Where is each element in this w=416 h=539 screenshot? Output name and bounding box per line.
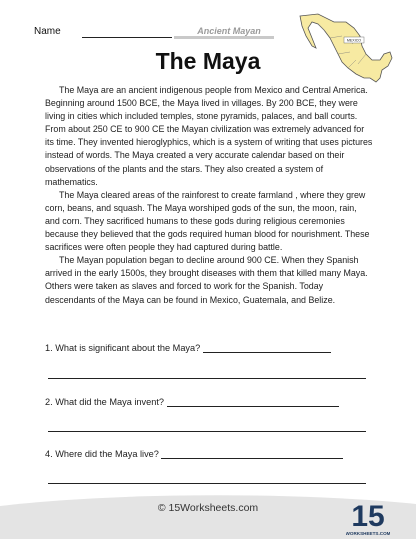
- subject-label: Ancient Mayan: [197, 26, 261, 36]
- name-label: Name: [34, 26, 61, 37]
- paragraph-1: The Maya are an ancient indigenous people from Mexico and Central America. Beginning around 1500 BCE, the Maya lived in villages. By 200 BCE, they were living in cities which included temples, stone pyramids, palaces, and ball courts. From about 250 CE to 900 CE the Mayan civilization was extremely advanced for its time. They invented hieroglyphics, which is a system of writing that uses pictures instead of words. The Maya created a very accurate calendar based on their observations of the plants and the stars. They also created a system of mathematics.: [45, 85, 373, 187]
- paragraph-3: The Mayan population began to decline around 900 CE. When they Spanish arrived in the early 1500s, they brought diseases with them that killed many Maya. Others were taken as slaves and forced to work for the Spanish. Today descendants of the Maya can be found in Mexico, Guatemala, and Belize.: [45, 255, 368, 305]
- footer-copyright: © 15Worksheets.com: [157, 502, 259, 514]
- reading-passage: [45, 84, 373, 307]
- question-2-text: 2. What did the Maya invent?: [45, 397, 164, 407]
- question-4-answer-line-2[interactable]: [48, 483, 366, 484]
- question-4-answer-line[interactable]: [161, 449, 343, 459]
- question-1-text: 1. What is significant about the Maya?: [45, 343, 201, 353]
- question-1: [45, 343, 365, 353]
- question-4: [45, 449, 365, 459]
- name-line[interactable]: [82, 37, 172, 38]
- question-2: [45, 397, 365, 407]
- question-1-answer-line-2[interactable]: [48, 378, 366, 379]
- logo-text: WORKSHEETS.COM: [346, 531, 390, 536]
- question-1-answer-line[interactable]: [203, 343, 331, 353]
- question-2-answer-line-2[interactable]: [48, 431, 366, 432]
- question-2-answer-line[interactable]: [167, 397, 339, 407]
- worksheets-logo-icon: [346, 494, 390, 538]
- page-title: The Maya: [155, 48, 261, 74]
- map-label: MEXICO: [346, 38, 362, 43]
- logo-number: 15: [351, 500, 385, 533]
- subject-bar: [174, 36, 274, 39]
- question-4-text: 4. Where did the Maya live?: [45, 449, 159, 459]
- name-header: [34, 26, 294, 44]
- paragraph-2: The Maya cleared areas of the rainforest to create farmland , where they grew corn, beans, and squash. The Maya worshiped gods of the sun, the moon, rain, and corn. They sacrificed humans to these gods during religious ceremonies because they believed that the gods required human blood for nourishment. These sacrifices were often people they had captured during battle.: [45, 189, 370, 253]
